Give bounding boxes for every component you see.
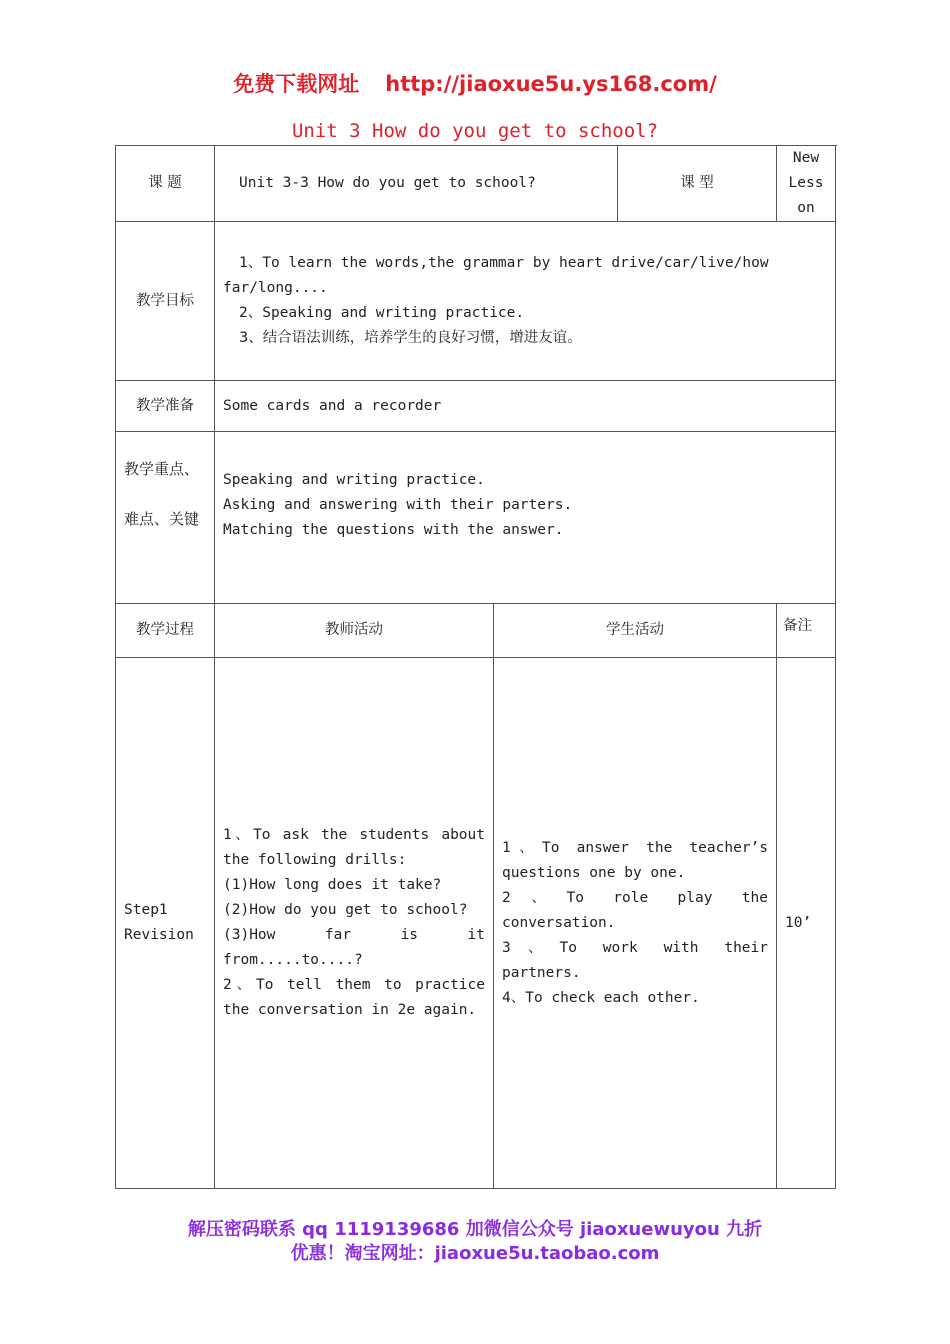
teacher-activity-item: (3)How far is it from.....to....? bbox=[223, 927, 485, 968]
objective-item: 1、To learn the words,the grammar by heart drive/car/live/how far/long.... bbox=[223, 255, 769, 296]
student-activities bbox=[494, 658, 777, 1189]
lesson-plan-table bbox=[115, 145, 836, 1189]
process-header-row bbox=[116, 604, 836, 658]
key-points-row bbox=[116, 432, 836, 604]
key-points-content bbox=[215, 432, 836, 604]
key-point-item: Matching the questions with the answer. bbox=[223, 521, 564, 538]
key-point-item: Asking and answering with their parters. bbox=[223, 496, 573, 513]
remark-header: 备注 bbox=[777, 604, 836, 658]
teacher-activity-item: (2)How do you get to school? bbox=[223, 902, 468, 918]
teacher-activity-item: 1、To ask the students about the following drills: bbox=[223, 827, 485, 868]
key-label-line: 难点、关键 bbox=[124, 510, 200, 528]
objectives-label: 教学目标 bbox=[116, 222, 215, 381]
topic-value: Unit 3-3 How do you get to school? bbox=[215, 146, 618, 222]
teacher-activity-item: (1)How long does it take? bbox=[223, 877, 442, 893]
objective-item: 3、结合语法训练，培养学生的良好习惯，增进友谊。 bbox=[239, 330, 582, 346]
step-label-line: Step1 bbox=[124, 902, 168, 918]
key-point-item: Speaking and writing practice. bbox=[223, 471, 485, 488]
key-label-line: 教学重点、 bbox=[124, 460, 200, 478]
key-points-label bbox=[116, 432, 215, 604]
topic-label: 课 题 bbox=[116, 146, 215, 222]
student-activity-item: 3、To work with their partners. bbox=[502, 939, 768, 981]
header-url-link[interactable]: http://jiaoxue5u.ys168.com/ bbox=[385, 72, 717, 96]
time-allocation: 10’ bbox=[777, 658, 836, 1189]
document-title: Unit 3 How do you get to school? bbox=[291, 120, 659, 142]
type-label: 课 型 bbox=[618, 146, 777, 222]
footer-line: 优惠！淘宝网址：jiaoxue5u.taobao.com bbox=[290, 1243, 660, 1264]
step-label-line: Revision bbox=[124, 927, 194, 943]
student-activity-item: 1、To answer the teacher’s questions one by one. bbox=[502, 839, 768, 881]
objective-item: 2、Speaking and writing practice. bbox=[239, 305, 525, 321]
footer-line: 解压密码联系 qq 1119139686 加微信公众号 jiaoxuewuyou 九折 bbox=[187, 1219, 763, 1240]
teacher-activities bbox=[215, 658, 494, 1189]
student-activity-header: 学生活动 bbox=[494, 604, 777, 658]
header-label: 免费下载网址 bbox=[233, 72, 360, 96]
objectives-content bbox=[215, 222, 836, 381]
student-activity-item: 2、To role play the conversation. bbox=[502, 889, 768, 931]
type-value: New Lesson bbox=[777, 146, 836, 222]
student-activity-item: 4、To check each other. bbox=[502, 989, 700, 1006]
topic-row bbox=[116, 146, 836, 222]
preparation-row bbox=[116, 381, 836, 432]
footer-contact bbox=[0, 1218, 950, 1266]
preparation-value: Some cards and a recorder bbox=[215, 381, 836, 432]
download-header bbox=[0, 68, 950, 98]
teacher-activity-item: 2、To tell them to practice the conversation in 2e again. bbox=[223, 977, 485, 1018]
step1-row bbox=[116, 658, 836, 1189]
process-label: 教学过程 bbox=[116, 604, 215, 658]
teacher-activity-header: 教师活动 bbox=[215, 604, 494, 658]
objectives-row bbox=[116, 222, 836, 381]
preparation-label: 教学准备 bbox=[116, 381, 215, 432]
step-label bbox=[116, 658, 215, 1189]
